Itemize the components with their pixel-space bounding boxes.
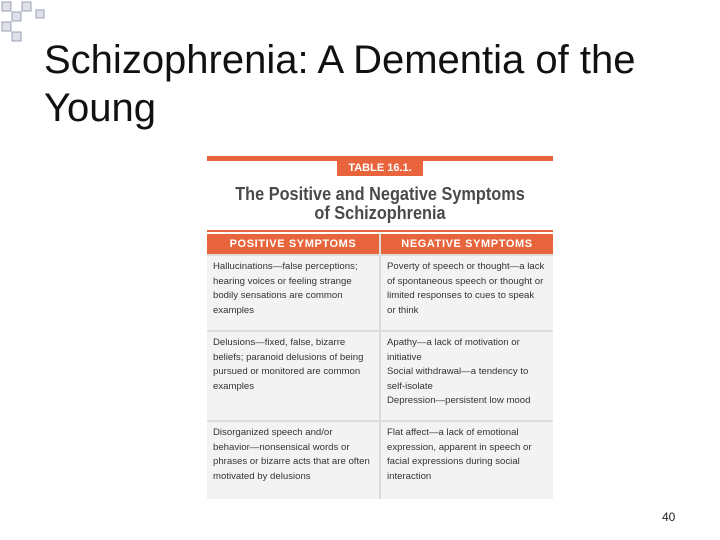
cell-line: expression, apparent in speech or: [387, 441, 532, 453]
checkered-corner-decoration: [0, 0, 48, 48]
cell-line: behavior—nonsensical words or: [213, 441, 350, 453]
cell-line: Social withdrawal—a tendency to: [387, 366, 529, 378]
cell-line: initiative: [387, 351, 422, 363]
header-positive-symptoms: POSITIVE SYMPTOMS: [207, 234, 379, 254]
cell-line: limited responses to cues to speak: [387, 290, 535, 302]
cell-line: examples: [213, 380, 255, 392]
header-negative-symptoms: NEGATIVE SYMPTOMS: [381, 234, 553, 254]
cell-positive-hallucinations: [207, 256, 379, 330]
cell-line: Apathy—a lack of motivation or: [387, 337, 520, 348]
cell-line: hearing voices or feeling strange: [213, 275, 352, 287]
cell-line: or think: [387, 304, 419, 316]
symptoms-table-image: [207, 156, 553, 499]
cell-line: Poverty of speech or thought—a lack: [387, 261, 545, 272]
table-title-line-2: of Schizophrenia: [314, 202, 446, 223]
cell-line: interaction: [387, 470, 432, 482]
symptoms-grid: [207, 234, 553, 499]
cell-line: motivated by delusions: [213, 470, 311, 482]
cell-line: bodily sensations are common: [213, 290, 343, 302]
table-title-line-1: The Positive and Negative Symptoms: [235, 183, 525, 204]
cell-line: Hallucinations—false perceptions;: [213, 261, 358, 272]
table-title: [228, 184, 532, 222]
page-number: 40: [662, 510, 676, 524]
cell-line: Depression—persistent low mood: [387, 395, 531, 407]
cell-line: of spontaneous speech or thought or: [387, 275, 544, 287]
cell-line: beliefs; paranoid delusions of being: [213, 351, 364, 363]
slide-title: Schizophrenia: A Dementia of the Young: [44, 38, 636, 130]
cell-line: examples: [213, 304, 255, 316]
cell-line: facial expressions during social: [387, 456, 520, 468]
table-label: TABLE 16.1.: [337, 161, 423, 176]
cell-line: Disorganized speech and/or: [213, 427, 333, 438]
cell-positive-disorganized-speech: [207, 422, 379, 499]
cell-line: Flat affect—a lack of emotional: [387, 427, 519, 438]
cell-positive-delusions: [207, 332, 379, 420]
cell-negative-flat-affect: [381, 422, 553, 499]
cell-line: self-isolate: [387, 380, 433, 392]
cell-line: pursued or monitored are common: [213, 366, 361, 378]
cell-line: phrases or bizarre acts that are often: [213, 456, 370, 468]
cell-negative-apathy: [381, 332, 553, 420]
cell-line: Delusions—fixed, false, bizarre: [213, 337, 346, 348]
table-title-rule: [207, 230, 553, 232]
cell-negative-poverty-of-speech: [381, 256, 553, 330]
